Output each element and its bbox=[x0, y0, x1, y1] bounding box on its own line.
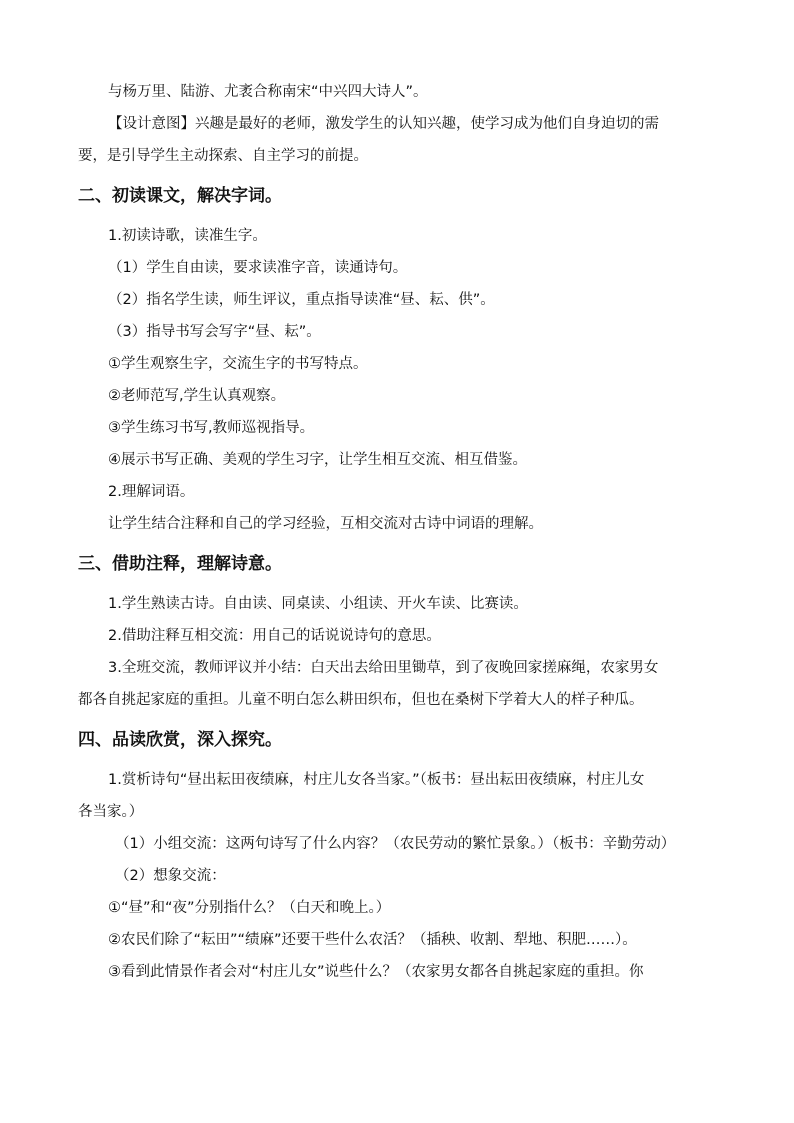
intro-line: 与杨万里、陆游、尤袤合称南宋“中兴四大诗人”。 bbox=[108, 84, 428, 100]
section-4-sub-1: （1）小组交流：这两句诗写了什么内容？（农民劳动的繁忙景象。）（板书：辛勤劳动） bbox=[115, 836, 676, 852]
section-3-item-3-line-2: 都各自挑起家庭的重担。儿童不明白怎么耕田织布，但也在桑树下学着大人的样子种瓜。 bbox=[78, 692, 644, 708]
section-4-question-2: ②农民们除了“耘田”“绩麻”还要干些什么农活？（插秧、收割、犁地、积肥……）。 bbox=[108, 932, 637, 948]
section-4-question-1: ①“昼”和“夜”分别指什么？（白天和晚上。） bbox=[108, 900, 391, 916]
section-4-heading: 四、品读欣赏，深入探究。 bbox=[78, 730, 282, 750]
section-2-item-1: 1.初读诗歌，读准生字。 bbox=[108, 228, 267, 244]
section-2-step-2: ②老师范写,学生认真观察。 bbox=[108, 388, 286, 404]
section-3-item-3-line-1: 3.全班交流，教师评议并小结：白天出去给田里锄草，到了夜晚回家搓麻绳，农家男女 bbox=[108, 660, 659, 676]
section-2-sub-3: （3）指导书写会写字“昼、耘”。 bbox=[108, 324, 321, 340]
section-3-item-2: 2.借助注释互相交流：用自己的话说说诗句的意思。 bbox=[108, 628, 441, 644]
section-4-item-1-line-2: 各当家。） bbox=[78, 804, 144, 820]
section-3-heading: 三、借助注释，理解诗意。 bbox=[78, 554, 282, 574]
section-4-sub-2: （2）想象交流： bbox=[115, 868, 226, 884]
section-2-heading: 二、初读课文，解决字词。 bbox=[78, 186, 282, 206]
section-2-sub-1: （1）学生自由读，要求读准字音，读通诗句。 bbox=[108, 260, 408, 276]
section-2-item-2-text: 让学生结合注释和自己的学习经验，互相交流对古诗中词语的理解。 bbox=[108, 516, 543, 532]
section-2-sub-2: （2）指名学生读，师生评议，重点指导读准“昼、耘、供”。 bbox=[108, 292, 495, 308]
section-2-item-2: 2.理解词语。 bbox=[108, 484, 195, 500]
section-2-step-4: ④展示书写正确、美观的学生习字，让学生相互交流、相互借鉴。 bbox=[108, 452, 527, 468]
design-intent-line-2: 要，是引导学生主动探索、自主学习的前提。 bbox=[78, 148, 368, 164]
section-4-item-1-line-1: 1.赏析诗句“昼出耘田夜绩麻，村庄儿女各当家。”（板书：昼出耘田夜绩麻，村庄儿女 bbox=[108, 772, 645, 788]
section-2-step-3: ③学生练习书写,教师巡视指导。 bbox=[108, 420, 315, 436]
design-intent-line-1: 【设计意图】兴趣是最好的老师，激发学生的认知兴趣，使学习成为他们自身迫切的需 bbox=[108, 116, 659, 132]
section-4-question-3: ③看到此情景作者会对“村庄儿女”说些什么？（农家男女都各自挑起家庭的重担。你 bbox=[108, 964, 644, 980]
section-2-step-1: ①学生观察生字，交流生字的书写特点。 bbox=[108, 356, 368, 372]
document-body bbox=[78, 76, 718, 988]
section-3-item-1: 1.学生熟读古诗。自由读、同桌读、小组读、开火车读、比赛读。 bbox=[108, 596, 528, 612]
